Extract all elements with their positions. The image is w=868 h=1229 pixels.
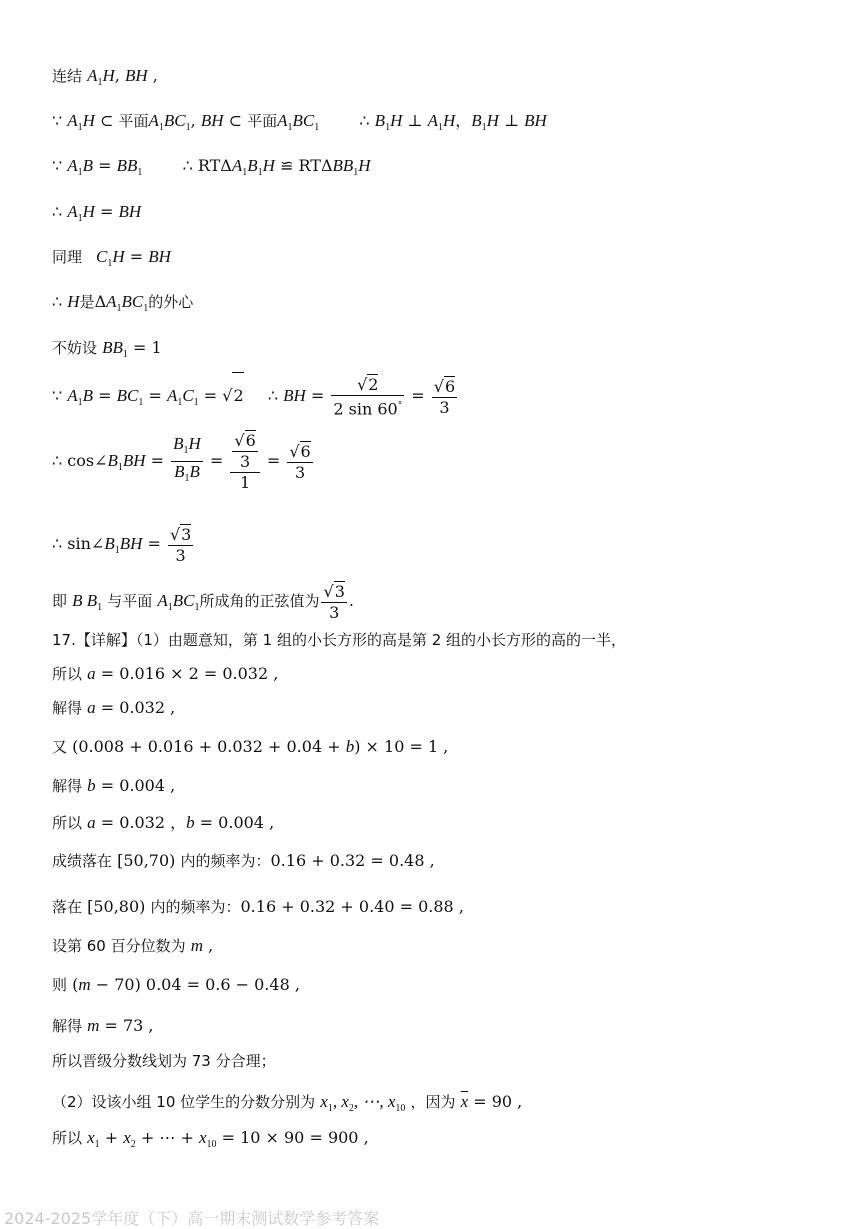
line-2-conclusion: ∴ $B_1H$ ⊥ $A_1H$，$B_1H$ ⊥ BH xyxy=(359,111,547,133)
line-22: 解得 m = 73 , xyxy=(52,1016,154,1035)
line-3: ∵ $A_1B = BB_1$ ∴ $RT\Delta A_1B_1H$ ≌ $RT\Delta BB_1H$ xyxy=(52,156,371,178)
line-10: ∴ $\sin\angle B_1BH$ = $\frac{√3}{3}$ xyxy=(52,524,192,565)
line-18: 成绩落在 [50,70) 内的频率为：0.16 + 0.32 = 0.48 , xyxy=(52,851,435,870)
line-15: 又 (0.008 + 0.016 + 0.032 + 0.04 + b) × 10 = 1 , xyxy=(52,737,449,756)
line-25: 所以 $x_1 + x_2$ + ⋯ + $x_{10} = 10 \times 90 = 900$ , xyxy=(52,1128,369,1150)
line-8: ∵ $A_1B = BC_1 = A_1C_1 = √2$ ∴ BH = $\frac{√2}{2 \sin 60^\circ}$ = $\frac{√6}{3}$ xyxy=(52,372,459,426)
line-1: 连结 $A_1H$, BH , xyxy=(52,66,158,88)
line-3-conclusion: ∴ $RT\Delta A_1B_1H$ ≌ $RT\Delta BB_1H$ xyxy=(182,156,371,178)
line-23: 所以晋级分数线划为 73 分合理； xyxy=(52,1052,276,1070)
line-2: ∵ $A_1H$ ⊂ 平面$A_1BC_1$, BH ⊂ 平面$A_1BC_1$ ∴ $B_1H$ ⊥ $A_1H$，$B_1H$ ⊥ BH xyxy=(52,111,547,133)
line-5: 同理 $C_1H$ = BH xyxy=(52,247,171,269)
line-20: 设第 60 百分位数为 m , xyxy=(52,936,214,955)
line-19: 落在 [50,80) 内的频率为：0.16 + 0.32 + 0.40 = 0.88 , xyxy=(52,897,464,916)
line-4: ∴ $A_1H$ = BH xyxy=(52,202,142,224)
line-24: （2）设该小组 10 位学生的分数分别为 $x_1$, $x_2$, ⋯, $x_{10}$ ，因为 $\overline{x} = 90$ , xyxy=(52,1092,523,1114)
line-11: 即 B $B_1$ 与平面 $A_1BC_1$所成角的正弦值为 $\frac{√3}{3}$ . xyxy=(52,581,354,622)
line-13: 所以 a = 0.016 × 2 = 0.032 , xyxy=(52,664,279,683)
line-12: 17.【详解】（1）由题意知，第 1 组的小长方形的高是第 2 组的小长方形的高的一半， xyxy=(52,631,627,649)
line-9: ∴ $\cos\angle B_1BH$ = $\frac{B_1H}{B_1B}$ = $\frac{\frac{√6}{3}}{1}$ = $\frac{√6}{3}$ xyxy=(52,431,311,492)
line-17: 所以 a = 0.032 ，b = 0.004 , xyxy=(52,813,275,832)
line-21: 则 (m − 70) 0.04 = 0.6 − 0.48 , xyxy=(52,975,300,994)
page-footer: 2024-2025学年度（下）高一期末测试数学参考答案 xyxy=(4,1209,380,1228)
line-7: 不妨设 $BB_1 = 1$ xyxy=(52,338,162,360)
line-6: ∴ H是$\Delta A_1BC_1$的外心 xyxy=(52,292,194,314)
line-16: 解得 b = 0.004 , xyxy=(52,776,176,795)
line-14: 解得 a = 0.032 , xyxy=(52,698,176,717)
